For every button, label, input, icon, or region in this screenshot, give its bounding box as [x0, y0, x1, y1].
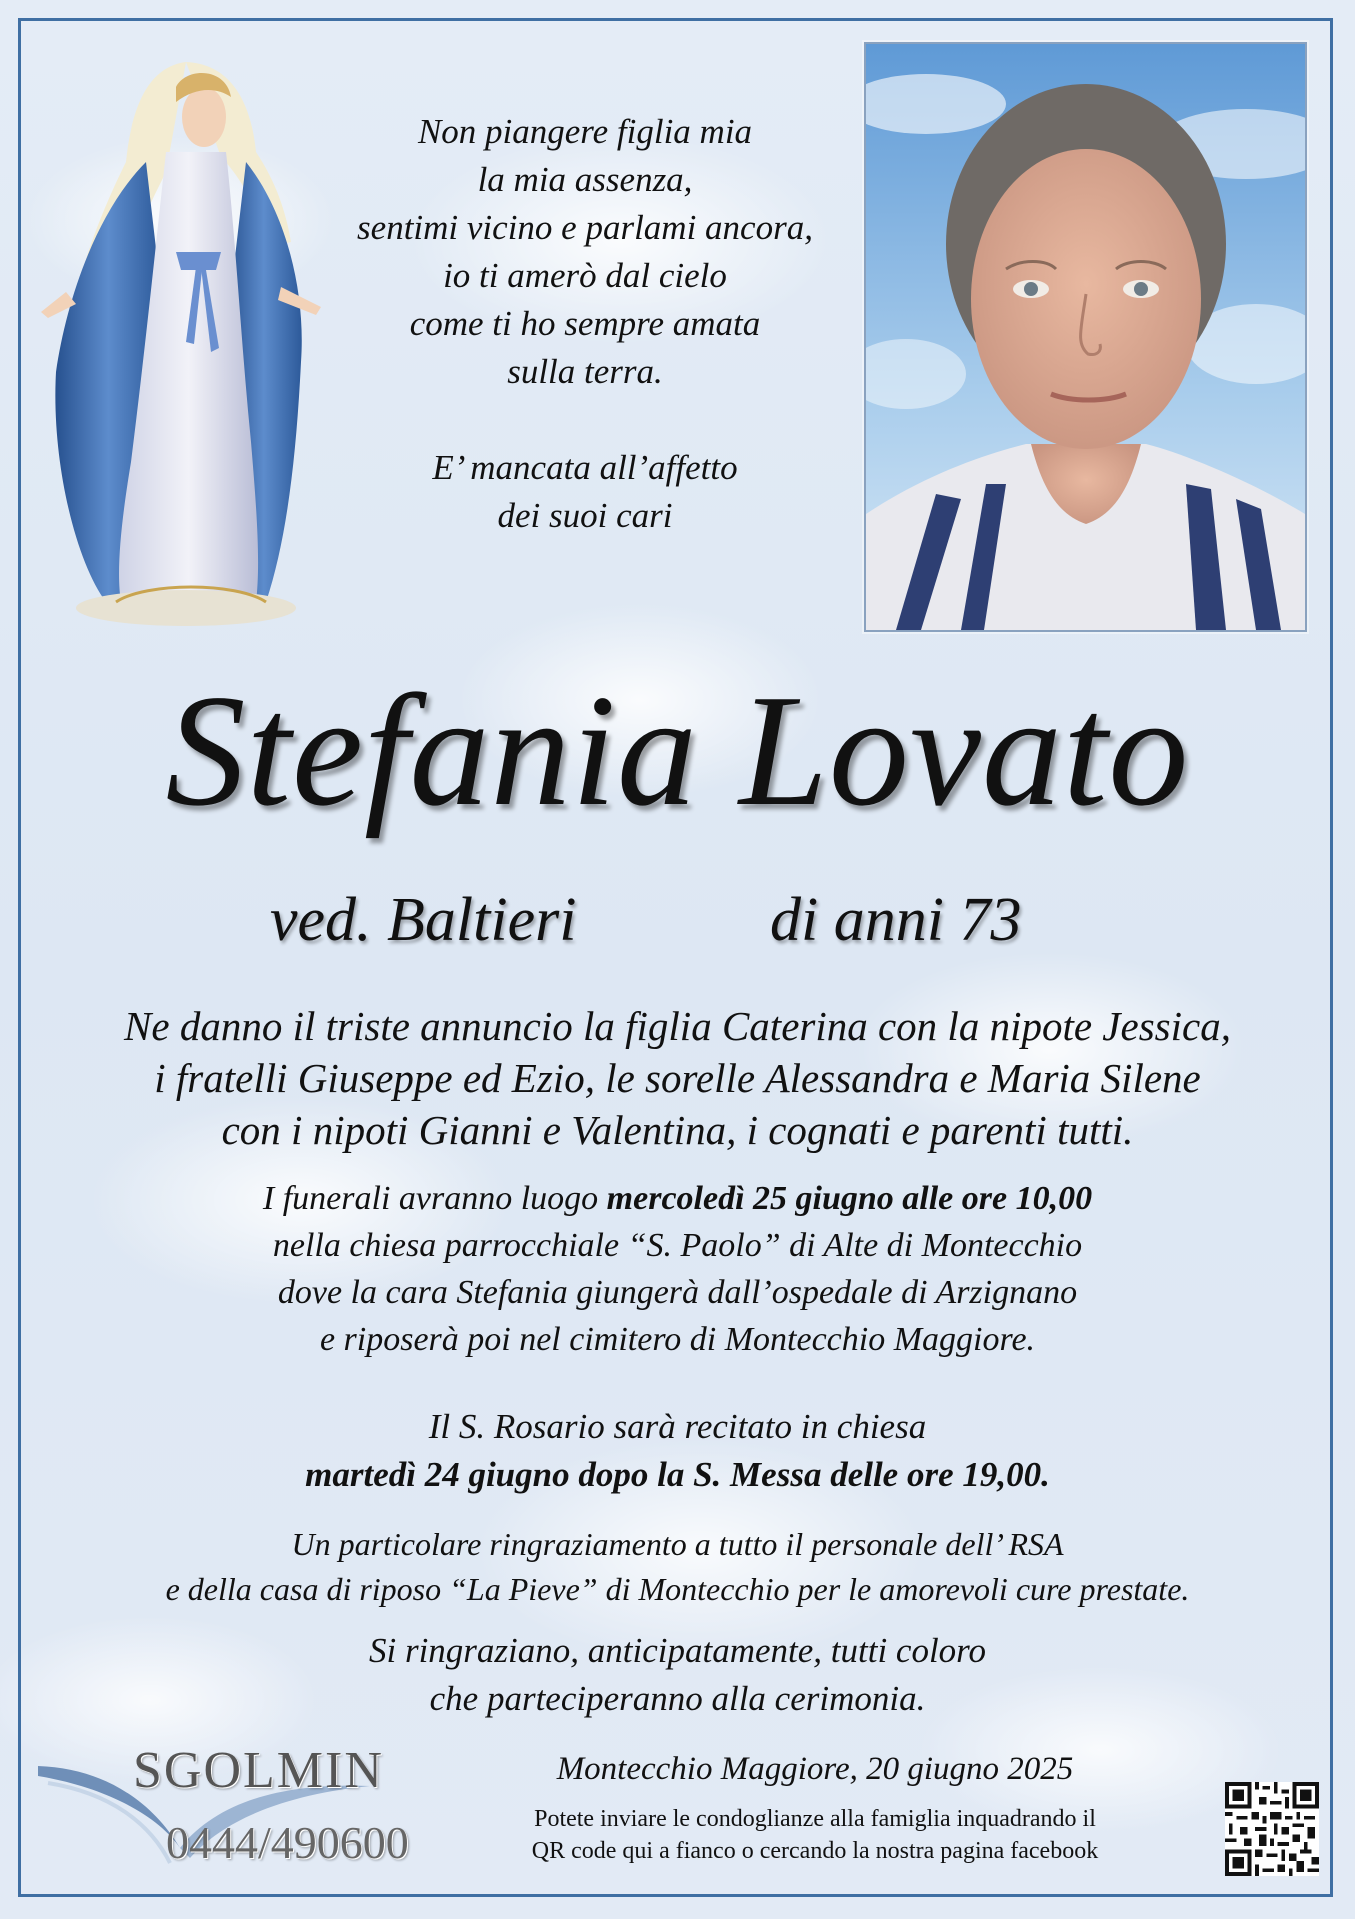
rosary-line: Il S. Rosario sarà recitato in chiesa — [428, 1407, 927, 1446]
thanks-staff — [40, 1522, 1315, 1612]
final-thanks-line: Si ringraziano, anticipatamente, tutti coloro — [368, 1631, 986, 1670]
poem-closing-line: E’ mancata all’affetto — [432, 448, 738, 487]
poem-line: la mia assenza, — [477, 160, 693, 199]
announcement-line: i fratelli Giuseppe ed Ezio, le sorelle Alessandra e Maria Silene — [154, 1055, 1201, 1101]
funeral-details — [40, 1175, 1315, 1363]
madonna-image — [36, 42, 356, 638]
announcement — [40, 1000, 1315, 1156]
qr-code-icon[interactable] — [1225, 1782, 1319, 1876]
announcement-line: Ne danno il triste annuncio la figlia Caterina con la nipote Jessica, — [124, 1003, 1231, 1049]
widow-of: ved. Baltieri — [270, 886, 577, 954]
thanks-line: e della casa di riposo “La Pieve” di Montecchio per le amorevoli cure prestate. — [165, 1571, 1190, 1607]
funeral-line: dove la cara Stefania giungerà dall’ospedale di Arzignano — [277, 1274, 1078, 1311]
poem-line: sentimi vicino e parlami ancora, — [357, 208, 813, 247]
deceased-name: Stefania Lovato — [165, 661, 1190, 839]
funeral-home-phone: 0444/490600 — [166, 1817, 409, 1868]
rosary-details — [40, 1403, 1315, 1499]
funeral-line: e riposerà poi nel cimitero di Montecchio Maggiore. — [319, 1321, 1036, 1358]
poem-closing-line: dei suoi cari — [497, 496, 673, 535]
funeral-home-name: SGOLMIN — [133, 1742, 384, 1799]
thanks-attendees — [40, 1627, 1315, 1723]
announcement-line: con i nipoti Gianni e Valentina, i cognati e parenti tutti. — [221, 1107, 1134, 1153]
poem-line: io ti amerò dal cielo — [443, 256, 727, 295]
portrait-photo — [864, 42, 1307, 632]
place-and-date: Montecchio Maggiore, 20 giugno 2025 — [556, 1751, 1074, 1787]
poem — [320, 108, 850, 540]
funeral-date-time: mercoledì 25 giugno alle ore 10,00 — [606, 1180, 1093, 1217]
funeral-intro: I funerali avranno luogo — [262, 1180, 607, 1217]
poem-line: come ti ho sempre amata — [409, 304, 761, 343]
rosary-date-time: martedì 24 giugno dopo la S. Messa delle ore 19,00. — [305, 1455, 1050, 1494]
funeral-line — [40, 1175, 1315, 1222]
final-thanks-line: che parteciperanno alla cerimonia. — [429, 1679, 926, 1718]
funeral-home-logo — [30, 1738, 430, 1878]
thanks-line: Un particolare ringraziamento a tutto il personale dell’ RSA — [291, 1526, 1064, 1562]
funeral-line: nella chiesa parrocchiale “S. Paolo” di Alte di Montecchio — [272, 1227, 1083, 1264]
condolences-line: QR code qui a fianco o cercando la nostra pagina facebook — [531, 1838, 1099, 1864]
condolences-note — [420, 1803, 1210, 1867]
age: di anni 73 — [770, 886, 1022, 954]
condolences-line: Potete inviare le condoglianze alla famiglia inquadrando il — [534, 1806, 1096, 1832]
poem-line: Non piangere figlia mia — [417, 112, 753, 151]
poem-line: sulla terra. — [507, 352, 663, 391]
